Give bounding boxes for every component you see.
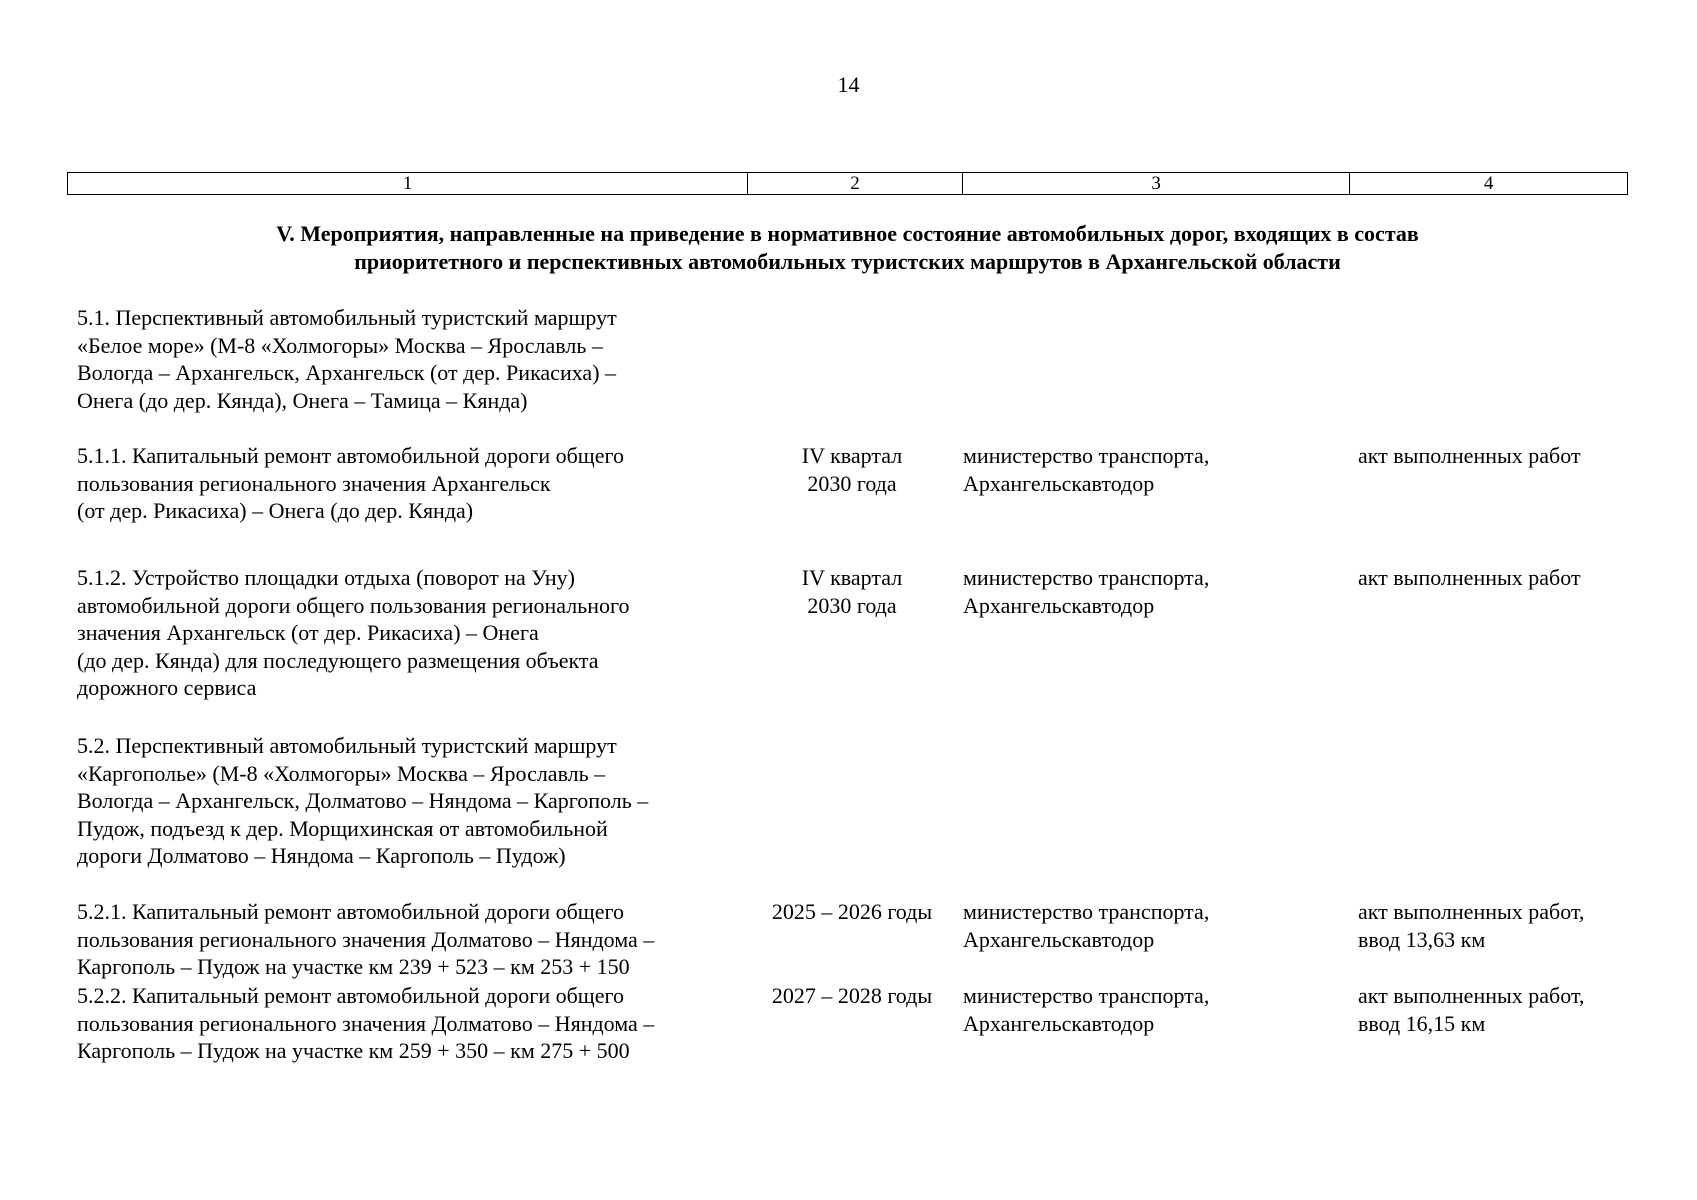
item-cell [77, 732, 757, 870]
result-text: ввод 16,15 км [1358, 1010, 1486, 1036]
result-text: акт выполненных работ [1358, 565, 1581, 590]
item-text: 5.2. Перспективный автомобильный туристский маршрут [77, 733, 617, 758]
executor-text: Архангельскавтодор [963, 1010, 1155, 1036]
executor-text: Архангельскавтодор [963, 592, 1155, 618]
executor-text: министерство транспорта, [963, 983, 1210, 1008]
term-cell [752, 982, 952, 1010]
item-text: (от дер. Рикасиха) – Онега (до дер. Кянда) [77, 498, 474, 524]
section-title [67, 220, 1628, 276]
term-cell [752, 442, 952, 497]
item-text: Каргополь – Пудож на участке км 239 + 523 – км 253 + 150 [77, 954, 630, 980]
column-number-1: 1 [68, 173, 748, 194]
result-cell [1358, 898, 1678, 953]
term-text: IV квартал [801, 565, 903, 590]
item-text: 5.1. Перспективный автомобильный туристский маршрут [77, 305, 617, 330]
item-text: пользования регионального значения Долматово – Няндома – [77, 1010, 655, 1036]
section-title-line: V. Мероприятия, направленные на приведение в нормативное состояние автомобильных дорог, входящих в состав [276, 221, 1419, 246]
column-number-3: 3 [963, 173, 1351, 194]
item-text: (до дер. Кянда) для последующего размещения объекта [77, 647, 599, 673]
item-text: дороги Долматово – Няндома – Каргополь – Пудож) [77, 843, 566, 869]
item-text: дорожного сервиса [77, 675, 257, 701]
item-cell [77, 982, 757, 1065]
section-title-line: приоритетного и перспективных автомобильных туристских маршрутов в Архангельской области [354, 249, 1341, 274]
result-text: ввод 13,63 км [1358, 926, 1486, 952]
term-text: 2030 года [807, 470, 897, 496]
item-cell [77, 304, 757, 414]
item-text: значения Архангельск (от дер. Рикасиха) – Онега [77, 620, 539, 646]
item-text: «Каргополье» (М-8 «Холмогоры» Москва – Ярославль – [77, 760, 606, 786]
table-header-row [67, 172, 1628, 195]
item-cell [77, 442, 757, 525]
item-text: Вологда – Архангельск, Архангельск (от дер. Рикасиха) – [77, 360, 617, 386]
result-cell [1358, 982, 1678, 1037]
term-text: IV квартал [801, 443, 903, 468]
result-cell [1358, 442, 1678, 470]
item-cell [77, 564, 757, 702]
term-text: 2030 года [807, 592, 897, 618]
item-text: «Белое море» (М-8 «Холмогоры» Москва – Ярославль – [77, 332, 603, 358]
item-text: Пудож, подъезд к дер. Морщихинская от автомобильной [77, 815, 608, 841]
term-cell [752, 898, 952, 926]
result-text: акт выполненных работ, [1358, 899, 1585, 924]
item-text: Каргополь – Пудож на участке км 259 + 350 – км 275 + 500 [77, 1038, 630, 1064]
item-cell [77, 898, 757, 981]
column-number-2: 2 [748, 173, 963, 194]
executor-text: министерство транспорта, [963, 899, 1210, 924]
item-text: пользования регионального значения Архангельск [77, 470, 551, 496]
item-text: 5.2.1. Капитальный ремонт автомобильной дороги общего [77, 899, 624, 924]
term-cell [752, 564, 952, 619]
item-text: пользования регионального значения Долматово – Няндома – [77, 926, 655, 952]
executor-text: Архангельскавтодор [963, 926, 1155, 952]
executor-text: министерство транспорта, [963, 565, 1210, 590]
page-number: 14 [837, 72, 860, 97]
item-text: 5.2.2. Капитальный ремонт автомобильной дороги общего [77, 983, 624, 1008]
executor-cell [963, 982, 1343, 1037]
item-text: Онега (до дер. Кянда), Онега – Тамица – Кянда) [77, 387, 528, 413]
executor-cell [963, 564, 1343, 619]
term-text: 2025 – 2026 годы [771, 899, 933, 924]
result-cell [1358, 564, 1678, 592]
item-text: 5.1.2. Устройство площадки отдыха (поворот на Уну) [77, 565, 576, 590]
executor-text: министерство транспорта, [963, 443, 1210, 468]
result-text: акт выполненных работ [1358, 443, 1581, 468]
executor-cell [963, 442, 1343, 497]
item-text: 5.1.1. Капитальный ремонт автомобильной дороги общего [77, 443, 624, 468]
item-text: Вологда – Архангельск, Долматово – Няндома – Каргополь – [77, 788, 649, 814]
term-text: 2027 – 2028 годы [771, 983, 933, 1008]
result-text: акт выполненных работ, [1358, 983, 1585, 1008]
item-text: автомобильной дороги общего пользования регионального [77, 592, 630, 618]
column-number-4: 4 [1483, 173, 1494, 194]
executor-cell [963, 898, 1343, 953]
executor-text: Архангельскавтодор [963, 470, 1155, 496]
